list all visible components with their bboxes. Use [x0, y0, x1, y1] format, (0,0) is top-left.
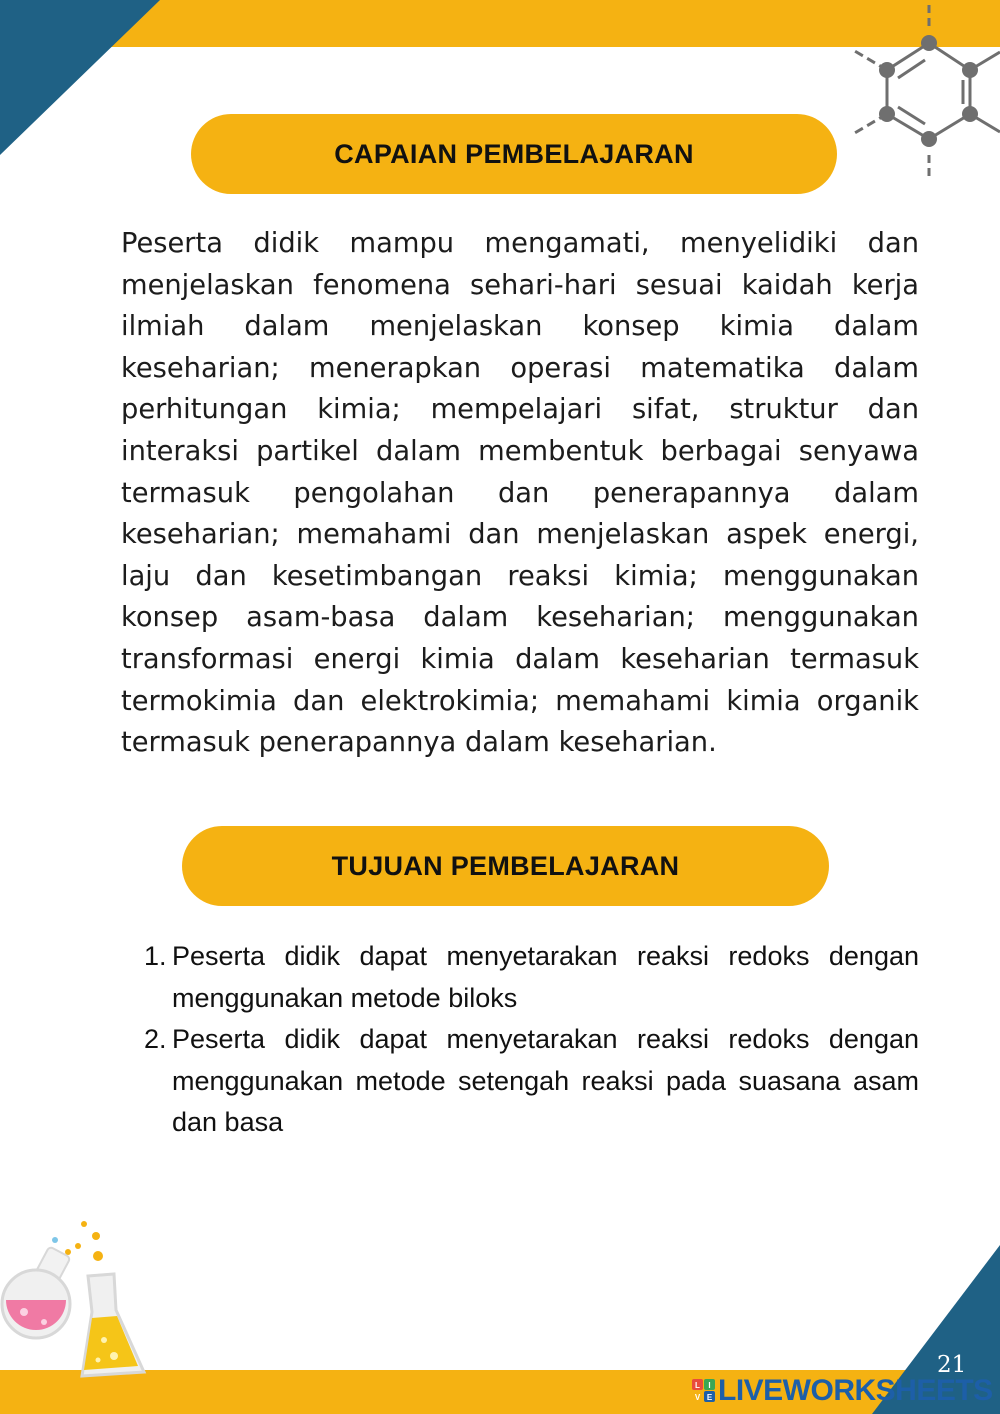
- tujuan-list: [130, 936, 919, 1144]
- logo-letter: I: [708, 1381, 711, 1390]
- liveworksheets-logo-icon: [692, 1379, 716, 1403]
- capaian-title: CAPAIAN PEMBELAJARAN: [334, 138, 694, 169]
- watermark-text: LIVEWORKSHEETS: [718, 1374, 993, 1407]
- page-number: 21: [937, 1352, 967, 1378]
- top-left-blue-triangle: [0, 0, 160, 155]
- logo-letter: E: [706, 1393, 713, 1402]
- list-item: [130, 1019, 919, 1144]
- lab-flasks-icon: [2, 1221, 144, 1376]
- list-item-number: 2.: [144, 1024, 167, 1055]
- list-item-text: Peserta didik dapat menyetarakan reaksi redoks dengan menggunakan metode setengah reaksi pada suasana asam dan basa: [172, 1024, 919, 1138]
- logo-letter: L: [695, 1381, 700, 1390]
- tujuan-title-pill: [182, 826, 829, 906]
- list-item: [130, 936, 919, 1019]
- list-item-text: Peserta didik dapat menyetarakan reaksi redoks dengan menggunakan metode biloks: [172, 941, 919, 1013]
- logo-letter: V: [694, 1393, 701, 1402]
- liveworksheets-watermark[interactable]: [692, 1374, 993, 1408]
- tujuan-title: TUJUAN PEMBELAJARAN: [331, 850, 680, 881]
- capaian-body-text: Peserta didik mampu mengamati, menyelidiki dan menjelaskan fenomena sehari-hari sesuai kaidah kerja ilmiah dalam menjelaskan konsep kimia dalam keseharian; menerapkan operasi matematika dalam perhitungan kimia; mempelajari sifat, struktur dan interaksi partikel dalam membentuk berbagai senyawa termasuk pengolahan dan penerapannya dalam keseharian; memahami dan menjelaskan aspek energi, laju dan kesetimbangan reaksi kimia; menggunakan konsep asam-basa dalam keseharian; menggunakan transformasi energi kimia dalam keseharian termasuk termokimia dan elektrokimia; memahami kimia organik termasuk penerapannya dalam keseharian.: [121, 228, 919, 759]
- list-item-number: 1.: [144, 941, 167, 971]
- capaian-title-pill: [191, 114, 837, 194]
